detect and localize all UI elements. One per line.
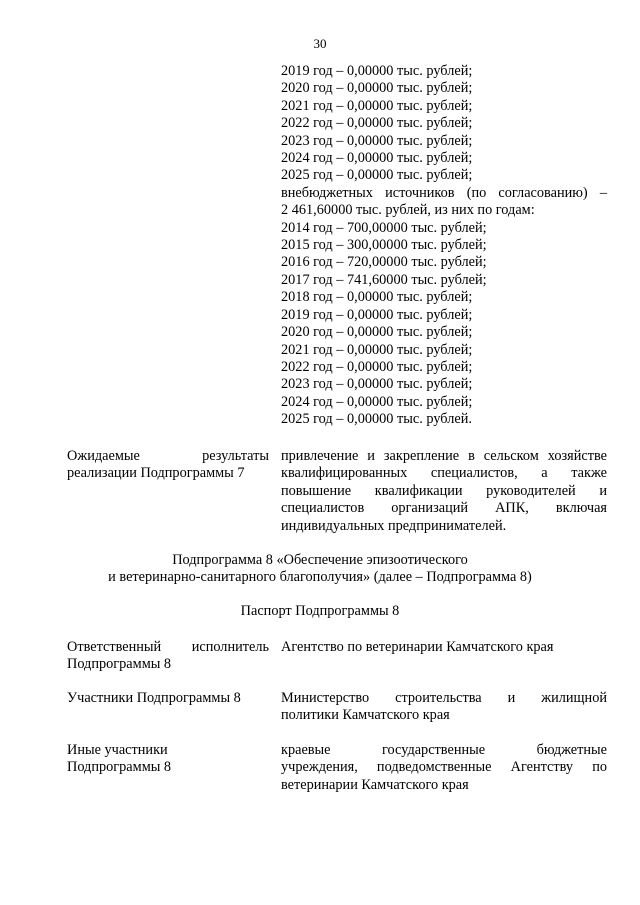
offbudget-total: 2 461,60000 тыс. рублей, из них по годам: [281, 202, 535, 219]
funding-line: 2025 год – 0,00000 тыс. рублей; [281, 167, 473, 184]
responsible-label: Ответственный исполнитель Подпрограммы 8 [67, 639, 269, 673]
funding-line: 2025 год – 0,00000 тыс. рублей. [281, 411, 472, 428]
funding-line: 2022 год – 0,00000 тыс. рублей; [281, 358, 473, 375]
funding-line: 2024 год – 0,00000 тыс. рублей; [281, 150, 473, 167]
funding-line: 2020 год – 0,00000 тыс. рублей; [281, 324, 473, 341]
funding-line: 2023 год – 0,00000 тыс. рублей; [281, 132, 473, 149]
funding-line: 2023 год – 0,00000 тыс. рублей; [281, 376, 473, 393]
responsible-value: Агентство по ветеринарии Камчатского края [281, 639, 554, 655]
funding-line: 2021 год – 0,00000 тыс. рублей; [281, 341, 473, 358]
participants-label: Участники Подпрограммы 8 [67, 690, 241, 706]
funding-line: 2017 год – 741,60000 тыс. рублей; [281, 271, 487, 288]
other-participants-value: краевые государственные бюджетные учреждения, подведомственные Агентству по ветеринарии Камчатского края [281, 742, 607, 793]
funding-line: 2020 год – 0,00000 тыс. рублей; [281, 80, 473, 97]
subprogram-title: Подпрограмма 8 «Обеспечение эпизоотического и ветеринарно-санитарного благополучия» (далее – Подпрограмма 8) [108, 552, 532, 586]
passport-title: Паспорт Подпрограммы 8 [240, 603, 400, 619]
other-participants-label: Иные участники Подпрограммы 8 [67, 742, 172, 776]
funding-line: 2024 год – 0,00000 тыс. рублей; [281, 393, 473, 410]
expected-results-value: привлечение и закрепление в сельском хозяйстве квалифицированных специалистов, а также повышение квалификации руководителей и специалистов организаций АПК, включая индивидуальных предпринимателей. [281, 448, 607, 534]
funding-line: 2018 год – 0,00000 тыс. рублей; [281, 289, 473, 306]
expected-results-label: Ожидаемые результаты реализации Подпрограммы 7 [67, 448, 269, 482]
offbudget-header: внебюджетных источников (по согласованию) – [281, 184, 607, 201]
page-number: 30 [313, 36, 327, 51]
funding-line: 2019 год – 0,00000 тыс. рублей; [281, 306, 473, 323]
funding-schedule [281, 63, 607, 429]
funding-line: 2022 год – 0,00000 тыс. рублей; [281, 115, 473, 132]
funding-line: 2016 год – 720,00000 тыс. рублей; [281, 254, 487, 271]
funding-line: 2021 год – 0,00000 тыс. рублей; [281, 97, 473, 114]
funding-line: 2015 год – 300,00000 тыс. рублей; [281, 237, 487, 254]
funding-line: 2014 год – 700,00000 тыс. рублей; [281, 219, 487, 236]
funding-line: 2019 год – 0,00000 тыс. рублей; [281, 63, 473, 79]
participants-value: Министерство строительства и жилищной политики Камчатского края [281, 690, 607, 724]
